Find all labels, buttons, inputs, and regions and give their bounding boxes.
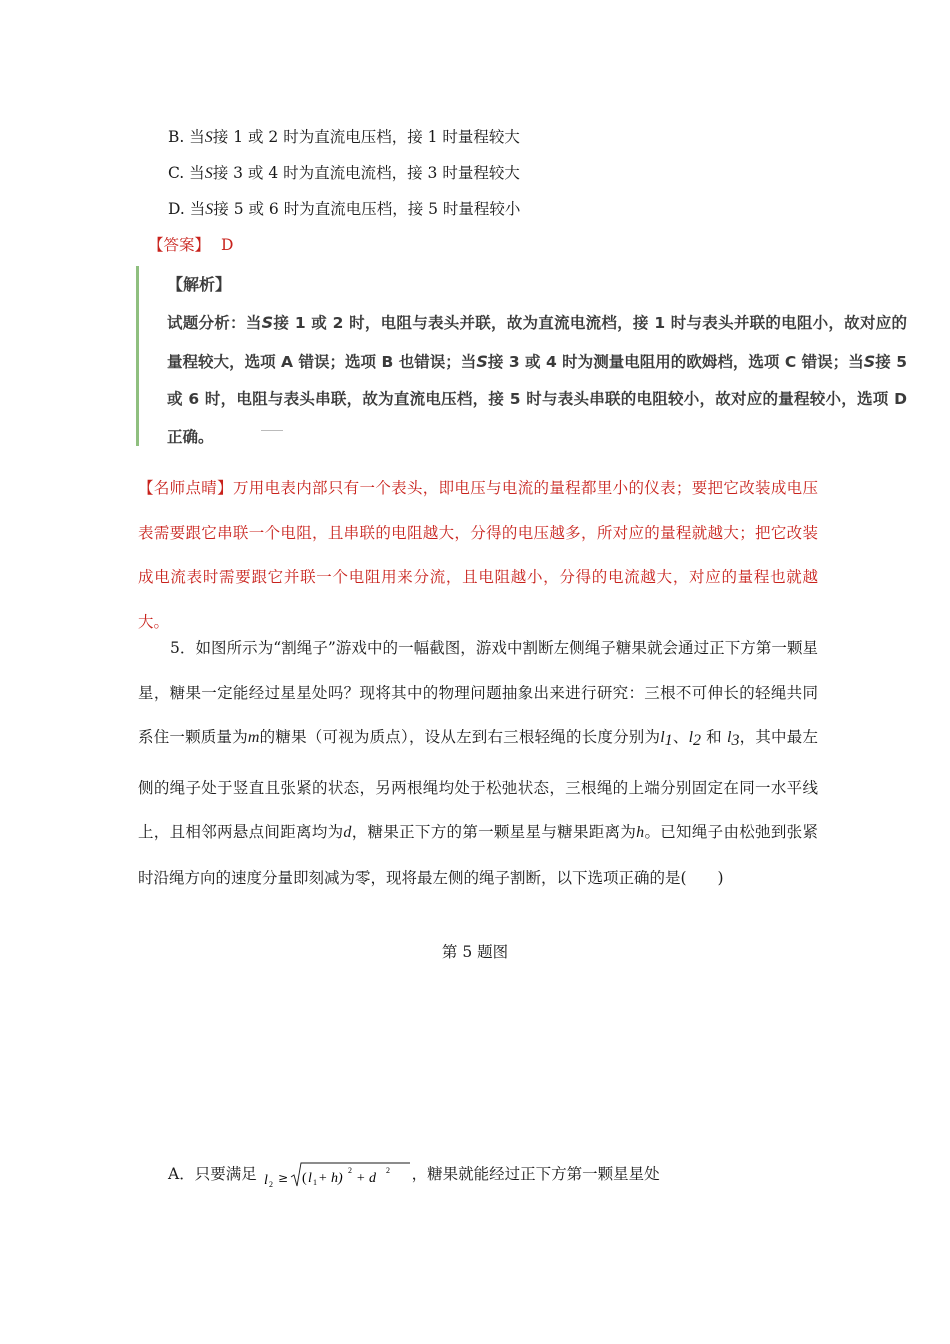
analysis-segment: 试题分析：当 xyxy=(167,314,262,332)
question-segment: ，糖果正下方的第一颗星星与糖果距离为 xyxy=(351,823,637,842)
option-letter: D. xyxy=(168,200,185,218)
analysis-segment: 接 5 或 6 时，电阻与表头串联，故为直流电压档，接 5 时与表头串联的电阻较小，故对应的量程较小，选项 D 正确。 xyxy=(167,352,908,446)
formula-svg xyxy=(262,1160,412,1190)
formula-sub: 1 xyxy=(312,1178,317,1187)
option-text: 当 xyxy=(189,128,205,146)
variable-s: S xyxy=(863,351,876,371)
option-c xyxy=(168,163,520,184)
tip-label: 【名师点晴】 xyxy=(138,479,233,497)
divider xyxy=(261,430,283,431)
subscript: 1 xyxy=(664,732,673,750)
formula-l: l xyxy=(307,1171,312,1186)
tip-text: 万用电表内部只有一个表头，即电压与电流的量程都里小的仪表；要把它改装成电压表需要跟它串联一个电阻，且串联的电阻越大，分得的电压越多，所对应的量程就越大；把它改装成电流表时需要跟它并联一个电阻用来分流，且电阻越小，分得的电流越大，对应的量程也就越大。 xyxy=(138,479,818,631)
variable-s: S xyxy=(476,351,488,371)
option-text: 当 xyxy=(189,200,206,218)
option-b xyxy=(168,127,520,148)
formula-geq: ≥ xyxy=(277,1171,288,1185)
figure-caption: 第 5 题图 xyxy=(441,943,509,961)
question-segment: 的糖果（可视为质点），设从左到右三根轻绳的长度分别为 xyxy=(259,728,661,747)
question-segment: 和 xyxy=(701,728,727,747)
option-d xyxy=(168,199,520,220)
option-text: 接 5 或 6 时为直流电压档，接 5 时量程较小 xyxy=(213,200,521,218)
question-segment: 、 xyxy=(672,728,689,747)
answer-label: 【答案】 xyxy=(148,236,211,254)
question-5 xyxy=(138,626,818,901)
analysis-box xyxy=(136,266,915,446)
variable-m: m xyxy=(247,729,260,747)
formula-sup: 2 xyxy=(385,1166,390,1175)
formula xyxy=(262,1160,412,1190)
answer-value: D xyxy=(220,236,234,254)
question-segment: 。已知绳子由松弛到张紧时沿绳方向的速度分量即刻减为零，现将最左侧的绳子割断，以下选项正确的是( ) xyxy=(138,823,818,887)
formula-term: + d xyxy=(355,1171,376,1186)
variable-d: d xyxy=(343,824,352,842)
formula-l: l xyxy=(263,1173,268,1188)
option-letter: B. xyxy=(168,128,185,146)
variable-l3: l xyxy=(726,729,732,747)
formula-sub: 2 xyxy=(268,1180,273,1189)
teacher-tip xyxy=(138,466,818,644)
variable-s: S xyxy=(261,313,274,332)
option-a xyxy=(168,1160,660,1190)
subscript: 2 xyxy=(693,732,702,750)
formula-paren: ( xyxy=(301,1171,307,1186)
option-text: 接 3 或 4 时为直流电流档，接 3 时量程较大 xyxy=(212,164,520,182)
question-segment: ，其中最左侧的绳子处于竖直且张紧的状态，另两根绳均处于松弛状态，三根绳的上端分别固定在同一水平线上，且相邻两悬点间距离均为 xyxy=(138,728,818,842)
option-text: 只要满足 xyxy=(194,1165,257,1183)
analysis-text xyxy=(167,304,907,456)
variable-s: S xyxy=(204,129,213,146)
option-letter: A． xyxy=(168,1165,195,1183)
subscript: 3 xyxy=(731,732,740,750)
variable-h: h xyxy=(636,824,645,842)
option-letter: C. xyxy=(168,164,185,182)
analysis-segment: 接 3 或 4 时为测量电阻用的欧姆档，选项 C 错误；当 xyxy=(487,352,864,371)
formula-sup: 2 xyxy=(347,1166,352,1175)
formula-term: + h) xyxy=(317,1171,343,1186)
variable-s: S xyxy=(204,165,213,182)
analysis-segment: 接 1 或 2 时，电阻与表头并联，故为直流电流档，接 1 时与表头并联的电阻小，故对应的量程较大，选项 A 错误；选项 B 也错误；当 xyxy=(167,314,907,371)
variable-l2: l xyxy=(688,729,694,747)
question-segment: 5．如图所示为“割绳子”游戏中的一幅截图，游戏中割断左侧绳子糖果就会通过正下方第一颗星星，糖果一定能经过星星处吗？现将其中的物理问题抽象出来进行研究：三根不可伸长的轻绳共同系住一颗质量为 xyxy=(138,639,818,747)
option-text: 接 1 或 2 时为直流电压档，接 1 时量程较大 xyxy=(212,128,520,146)
analysis-heading: 【解析】 xyxy=(167,275,232,294)
answer xyxy=(148,235,233,255)
variable-s: S xyxy=(205,201,214,218)
option-text: 当 xyxy=(189,164,205,182)
variable-l1: l xyxy=(660,729,665,747)
option-text: ，糖果就能经过正下方第一颗星星处 xyxy=(411,1165,660,1183)
